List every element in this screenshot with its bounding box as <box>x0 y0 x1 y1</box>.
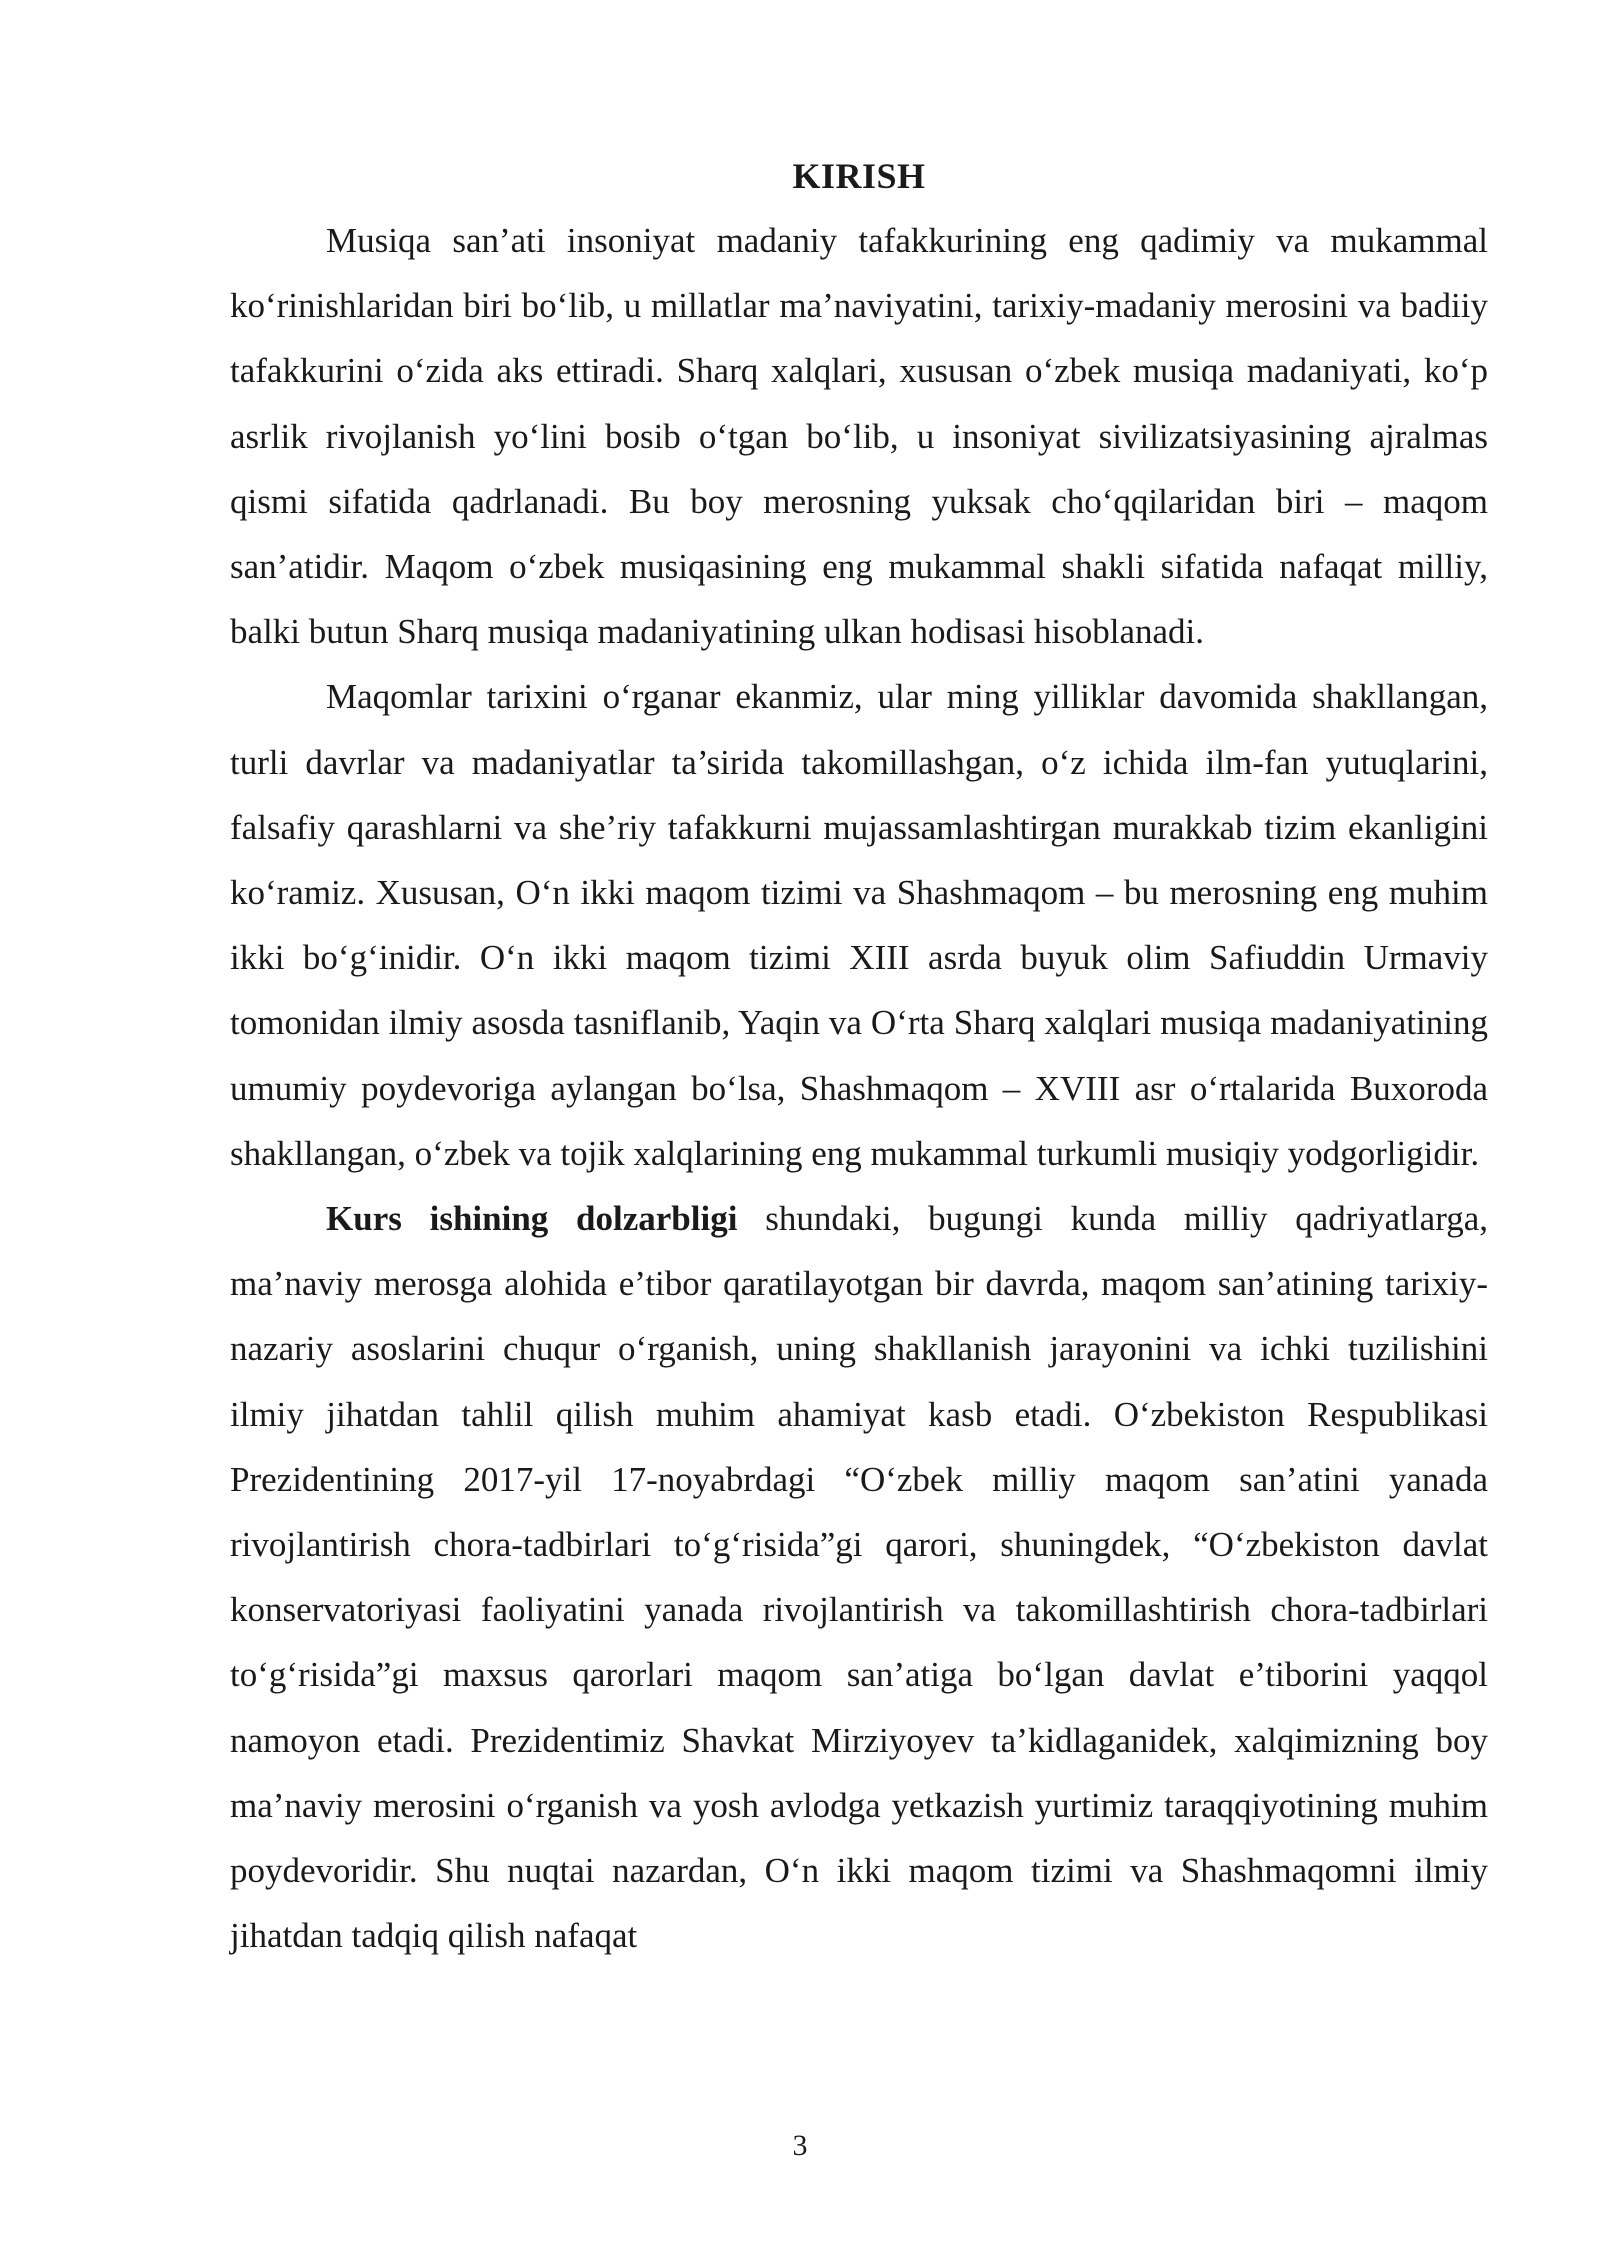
relevance-body-text: shundaki, bugungi kunda milliy qadriyatlarga, ma’naviy merosga alohida e’tibor qaratilayotgan bir davrda, maqom san’atining tarixiy-nazariy asoslarini chuqur o‘rganish, uning shakllanish jarayonini va ichki tuzilishini ilmiy jihatdan tahlil qilish muhim ahamiyat kasb etadi. O‘zbekiston Respublikasi Prezidentining 2017-yil 17-noyabrdagi “O‘zbek milliy maqom san’atini yanada rivojlantirish chora-tadbirlari to‘g‘risida”gi qarori, shuningdek, “O‘zbekiston davlat konservatoriyasi faoliyatini yanada rivojlantirish va takomillashtirish chora-tadbirlari to‘g‘risida”gi maxsus qarorlari maqom san’atiga bo‘lgan davlat e’tiborini yaqqol namoyon etadi. Prezidentimiz Shavkat Mirziyoyev ta’kidlaganidek, xalqimizning boy ma’naviy merosini o‘rganish va yosh avlodga yetkazish yurtimiz taraqqiyotining muhim poydevoridir. Shu nuqtai nazardan, O‘n ikki maqom tizimi va Shashmaqomni ilmiy jihatdan tadqiq qilish nafaqat <box>230 1199 1488 1956</box>
page-number: 3 <box>792 2129 808 2162</box>
document-page <box>230 150 1488 1968</box>
paragraph-introduction: Musiqa san’ati insoniyat madaniy tafakkurining eng qadimiy va mukammal ko‘rinishlaridan biri bo‘lib, u millatlar ma’naviyatini, tarixiy-madaniy merosini va badiiy tafakkurini o‘zida aks ettiradi. Sharq xalqlari, xususan o‘zbek musiqa madaniyati, ko‘p asrlik rivojlanish yo‘lini bosib o‘tgan bo‘lib, u insoniyat sivilizatsiyasining ajralmas qismi sifatida qadrlanadi. Bu boy merosning yuksak cho‘qqilaridan biri – maqom san’atidir. Maqom o‘zbek musiqasining eng mukammal shakli sifatida nafaqat milliy, balki butun Sharq musiqa madaniyatining ulkan hodisasi hisoblanadi. <box>230 221 1488 652</box>
relevance-lead-bold: Kurs ishining dolzarbligi <box>326 1199 738 1239</box>
paragraph-maqom-history: Maqomlar tarixini o‘rganar ekanmiz, ular ming yilliklar davomida shakllangan, turli davrlar va madaniyatlar ta’sirida takomillashgan, o‘z ichida ilm-fan yutuqlarini, falsafiy qarashlarni va she’riy tafakkurni mujassamlashtirgan murakkab tizim ekanligini ko‘ramiz. Xususan, O‘n ikki maqom tizimi va Shashmaqom – bu merosning eng muhim ikki bo‘g‘inidir. O‘n ikki maqom tizimi XIII asrda buyuk olim Safiuddin Urmaviy tomonidan ilmiy asosda tasniflanib, Yaqin va O‘rta Sharq xalqlari musiqa madaniyatining umumiy poydevoriga aylangan bo‘lsa, Shashmaqom – XVIII asr o‘rtalarida Buxoroda shakllangan, o‘zbek va tojik xalqlarining eng mukammal turkumli musiqiy yodgorligidir. <box>230 677 1488 1173</box>
section-heading: KIRISH <box>792 156 926 196</box>
paragraph-relevance <box>230 1186 1488 1968</box>
